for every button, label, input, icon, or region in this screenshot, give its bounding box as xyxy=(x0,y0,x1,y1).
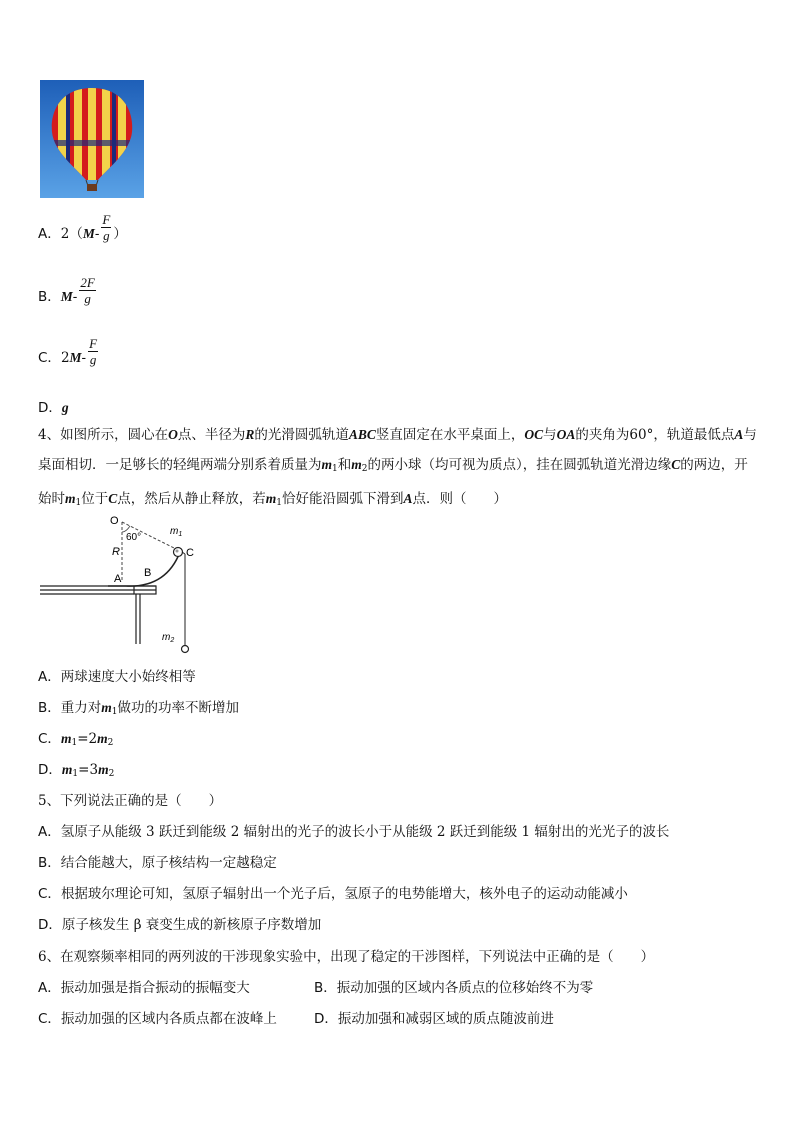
fraction: $\frac{F}{g}$ xyxy=(102,212,111,243)
q4-option-b[interactable]: B．重力对$m_1$做功的功率不断增加 xyxy=(38,700,240,717)
q3-option-c[interactable]: C．2M- $\frac{F}{g}$ xyxy=(38,336,98,367)
q4-option-a[interactable]: A．两球速度大小始终相等 xyxy=(38,669,196,685)
q6-option-c[interactable]: C．振动加强的区域内各质点都在波峰上 xyxy=(38,1011,277,1027)
label-o: O xyxy=(110,515,119,527)
q3-option-a[interactable]: A．2（M- $\frac{F}{g}$ ） xyxy=(38,212,127,243)
ball-m2 xyxy=(182,646,189,653)
q5-option-c[interactable]: C．根据玻尔理论可知，氢原子辐射出一个光子后，氢原子的电势能增大，核外电子的运动动能减小 xyxy=(38,886,628,902)
q6-option-d[interactable]: D．振动加强和减弱区域的质点随波前进 xyxy=(314,1011,554,1027)
label-m1: $m_1$ xyxy=(170,526,183,538)
label-angle: 60° xyxy=(126,532,142,543)
hot-air-balloon-image xyxy=(40,80,144,198)
q6-option-a[interactable]: A．振动加强是指合振动的振幅变大 xyxy=(38,980,250,996)
q4-arc-track-diagram xyxy=(38,512,198,654)
label-r: R xyxy=(112,546,120,558)
label-c: C xyxy=(186,547,194,559)
q5-stem: 5、下列说法正确的是（ ） xyxy=(38,793,223,809)
fraction: $\frac{2F}{g}$ xyxy=(80,275,95,306)
q6-stem: 6、在观察频率相同的两列波的干涉现象实验中，出现了稳定的干涉图样，下列说法中正确的是（ ） xyxy=(38,949,655,965)
label-a: A xyxy=(114,573,122,585)
q4-option-d[interactable]: D．$m_1=3m_2$ xyxy=(38,762,115,779)
q4-option-c[interactable]: C．$m_1=2m_2$ xyxy=(38,731,114,748)
q4-stem: 4、如图所示，圆心在O点、半径为R的光滑圆弧轨道ABC竖直固定在水平桌面上，OC与OA的夹角为60°，轨道最低点A与桌面相切．一足够长的轻绳两端分别系着质量为$m_1$和$m_2$的两小球（均可视为质点），挂在圆弧轨道光滑边缘C的两边，开始时$m_1$位于C点，然后从静止释放，若$m_1$恰好能沿圆弧下滑到A点．则（ ） xyxy=(38,427,757,508)
q5-option-b[interactable]: B．结合能越大，原子核结构一定越稳定 xyxy=(38,855,277,871)
q5-option-a[interactable]: A．氢原子从能级 3 跃迁到能级 2 辐射出的光子的波长小于从能级 2 跃迁到能级 1 辐射出的光光子的波长 xyxy=(38,824,670,840)
label-m2: $m_2$ xyxy=(162,632,175,644)
q3-option-b[interactable]: B．M- $\frac{2F}{g}$ xyxy=(38,275,95,306)
q5-option-d[interactable]: D．原子核发生 β 衰变生成的新核原子序数增加 xyxy=(38,917,322,933)
q3-option-d[interactable]: D．g xyxy=(38,400,69,416)
q6-option-b[interactable]: B．振动加强的区域内各质点的位移始终不为零 xyxy=(314,980,594,996)
arc-track xyxy=(126,552,180,586)
label-b: B xyxy=(144,567,152,579)
fraction: $\frac{F}{g}$ xyxy=(89,336,98,367)
